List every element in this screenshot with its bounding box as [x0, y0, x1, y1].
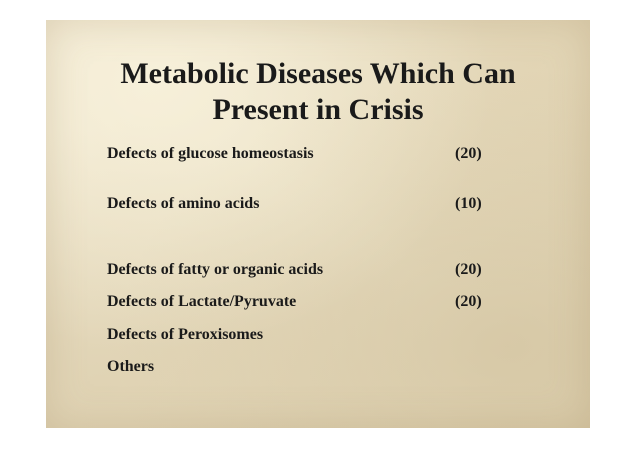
- list-item-label: Defects of fatty or organic acids: [107, 261, 324, 278]
- slide-title-line-1: Metabolic Diseases Which Can: [120, 57, 516, 90]
- list-item-count: (20): [455, 145, 482, 162]
- list-item-label: Defects of Peroxisomes: [107, 326, 264, 343]
- list-item: [107, 324, 527, 346]
- list-item: [107, 143, 527, 165]
- list-item: [107, 291, 527, 313]
- list-item: [107, 356, 527, 378]
- list-item-label: Defects of Lactate/Pyruvate: [107, 293, 297, 310]
- list-item: [107, 193, 527, 215]
- list-item-count: (20): [455, 261, 482, 278]
- slide: [46, 20, 590, 428]
- list-item-label: Defects of glucose homeostasis: [107, 145, 314, 162]
- list-item-label: Others: [107, 358, 155, 375]
- list-item-count: (10): [455, 195, 482, 212]
- list-item-label: Defects of amino acids: [107, 195, 260, 212]
- slide-title: [46, 56, 590, 128]
- list-item-count: (20): [455, 293, 482, 310]
- list-item: [107, 259, 527, 281]
- slide-title-line-2: Present in Crisis: [212, 93, 424, 126]
